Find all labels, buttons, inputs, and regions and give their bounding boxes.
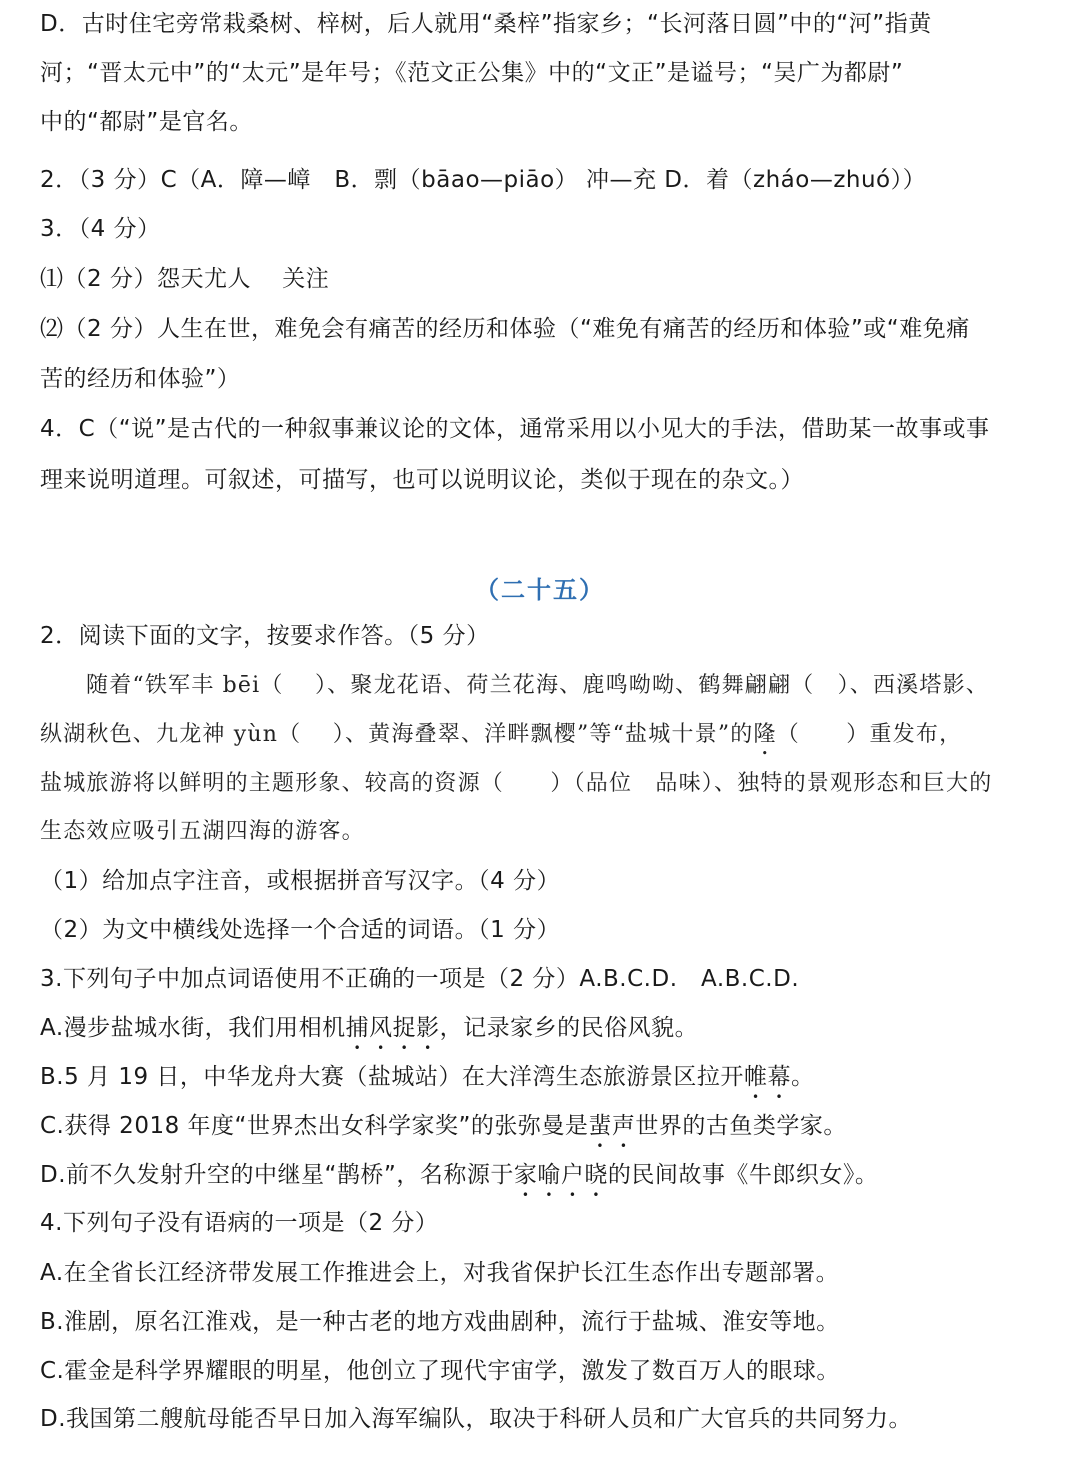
prev-q4-line-1: 4．C（“说”是古代的一种叙事兼议论的文体，通常采用以小见大的手法，借助某一故事或事 (40, 416, 990, 442)
prev-q3-2-line-1: ⑵（2 分）人生在世，难免会有痛苦的经历和体验（“难免有痛苦的经历和体验”或“难免痛 (40, 316, 970, 342)
passage-line-1: 随着“铁军丰 bēi（ ）、聚龙花语、荷兰花海、鹿鸣呦呦、鹤舞翩翩（ ）、西溪塔影、 (86, 673, 989, 698)
q4-heading: 4.下列句子没有语病的一项是（2 分） (40, 1210, 439, 1236)
prev-q3-answer: 3．（4 分） (40, 216, 161, 242)
prev-d-line-2: 河；“晋太元中”的“太元”是年号；《范文正公集》中的“文正”是谥号；“吴广为都尉” (40, 60, 904, 86)
q3-b-text-1: B.5 月 19 日，中华龙舟大赛（盐城站）在大洋湾生态旅游景区拉开 (40, 1064, 744, 1090)
q3-heading: 3.下列句子中加点词语使用不正确的一项是（2 分）A.B.C.D. A.B.C.D. (40, 966, 800, 992)
q4-option-d: D.我国第二艘航母能否早日加入海军编队，取决于科研人员和广大官兵的共同努力。 (40, 1406, 913, 1432)
q3-option-c (40, 1111, 1058, 1153)
q3-option-a (40, 1013, 1058, 1055)
prev-q2-answer: 2．（3 分）C（A．障—嶂 B．剽（bāao—piāo） 冲—充 D．着（zháo—zhuó）） (40, 167, 927, 193)
q3-b-dotted-word: 帷幕 (743, 1064, 791, 1090)
q2-sub-1: （1）给加点字注音，或根据拼音写汉字。（4 分） (40, 868, 561, 894)
q3-option-d (40, 1160, 1058, 1202)
q3-d-text-1: D.前不久发射升空的中继星“鹊桥”，名称源于 (40, 1162, 514, 1188)
q3-a-dotted-word: 捕风捉影 (345, 1015, 440, 1041)
q3-c-dotted-word: 蜚声 (588, 1113, 636, 1139)
passage-line-3: 盐城旅游将以鲜明的主题形象、较高的资源（ ）（品位 品味）、独特的景观形态和巨大的 (40, 771, 993, 796)
passage-line-4: 生态效应吸引五湖四海的游客。 (40, 819, 365, 844)
q2-heading: 2．阅读下面的文字，按要求作答。（5 分） (40, 623, 490, 649)
q4-option-c: C.霍金是科学界耀眼的明星，他创立了现代宇宙学，激发了数百万人的眼球。 (40, 1358, 840, 1384)
prev-q3-1-answer: ⑴（2 分）怨天尤人 关注 (40, 266, 330, 292)
q3-d-text-2: 的民间故事《牛郎织女》。 (607, 1162, 879, 1188)
q3-d-dotted-word: 家喻户晓 (513, 1162, 608, 1188)
passage-line-2 (40, 720, 1058, 760)
q3-a-text-1: A.漫步盐城水街，我们用相机 (40, 1015, 346, 1041)
passage-line-2-start: 纵湖秋色、九龙神 yùn（ ）、黄海叠翠、洋畔飘樱”等“盐城十景”的 (40, 722, 754, 747)
dotted-char-long: 隆 (753, 722, 777, 747)
prev-d-line-1: D．古时住宅旁常栽桑树、梓树，后人就用“桑梓”指家乡；“长河落日圆”中的“河”指黄 (40, 11, 932, 37)
passage-line-2-end: （ ）重发布， (776, 722, 963, 747)
q4-option-b: B.淮剧，原名江淮戏，是一种古老的地方戏曲剧种，流行于盐城、淮安等地。 (40, 1309, 840, 1335)
q3-option-b (40, 1062, 1058, 1104)
prev-d-line-3: 中的“都尉”是官名。 (40, 109, 253, 135)
q3-b-text-2: 。 (790, 1064, 815, 1090)
q2-sub-2: （2）为文中横线处选择一个合适的词语。（1 分） (40, 917, 561, 943)
section-title: （二十五） (475, 576, 605, 604)
q3-c-text-2: 世界的古鱼类学家。 (635, 1113, 847, 1139)
q3-c-text-1: C.获得 2018 年度“世界杰出女科学家奖”的张弥曼是 (40, 1113, 589, 1139)
q4-option-a: A.在全省长江经济带发展工作推进会上，对我省保护长江生态作出专题部署。 (40, 1260, 840, 1286)
q3-a-text-2: ，记录家乡的民俗风貌。 (439, 1015, 699, 1041)
prev-q3-2-line-2: 苦的经历和体验”） (40, 366, 241, 392)
prev-q4-line-2: 理来说明道理。可叙述，可描写，也可以说明议论，类似于现在的杂文。） (40, 467, 804, 493)
